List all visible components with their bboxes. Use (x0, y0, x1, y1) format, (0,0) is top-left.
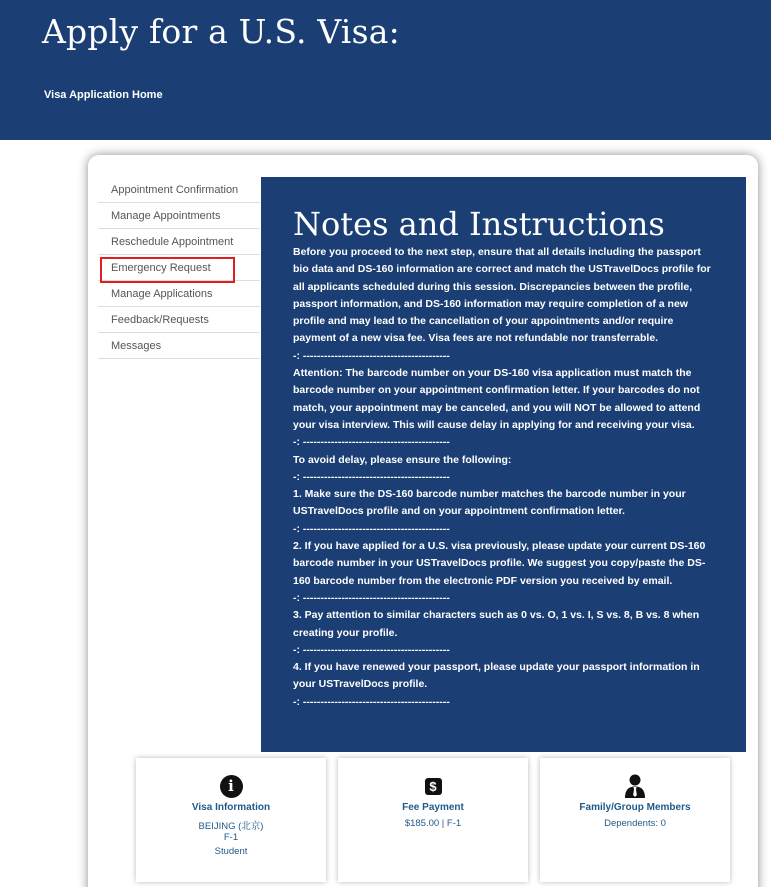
dependents-count: Dependents: 0 (604, 818, 666, 829)
notes-paragraph: 2. If you have applied for a U.S. visa previously, please update your current DS-160 barcode number in your USTravelDocs profile. We suggest you copy/paste the DS-160 barcode number from the electronic PDF version you received by email. (293, 540, 706, 587)
sidebar-item-reschedule-appointment[interactable]: Reschedule Appointment (98, 229, 260, 255)
user-tie-icon (623, 774, 647, 798)
visa-category: Student (214, 846, 248, 857)
visa-post: BEIJING (北京) (198, 821, 264, 832)
notes-panel (261, 177, 746, 752)
notes-paragraph: 1. Make sure the DS-160 barcode number matches the barcode number in your USTravelDocs profile and on your appointment confirmation letter. (293, 488, 686, 518)
visa-information-title[interactable]: Visa Information (191, 802, 271, 813)
notes-separator: -: ------------------------------------------ (293, 695, 450, 708)
sidebar-item-appointment-confirmation[interactable]: Appointment Confirmation (98, 177, 260, 203)
dollar-icon: $ (421, 774, 445, 798)
visa-class: F-1 (223, 832, 239, 843)
notes-separator: -: ------------------------------------------ (293, 436, 450, 449)
notes-paragraph: 3. Pay attention to similar characters such as 0 vs. O, 1 vs. I, S vs. 8, B vs. 8 when creating your profile. (293, 609, 700, 639)
sidebar-item-manage-appointments[interactable]: Manage Appointments (98, 203, 260, 229)
fee-payment-title[interactable]: Fee Payment (402, 802, 464, 813)
info-circle-icon: i (219, 774, 243, 798)
family-group-tile[interactable] (540, 758, 730, 882)
notes-paragraph: To avoid delay, please ensure the following: (293, 453, 512, 466)
notes-separator: -: ------------------------------------------ (293, 591, 450, 604)
notes-separator: -: ------------------------------------------ (293, 470, 450, 483)
fee-payment-tile[interactable] (338, 758, 528, 882)
sidebar-nav (98, 177, 260, 359)
sidebar-item-emergency-request[interactable]: Emergency Request (98, 255, 260, 281)
page-header (0, 0, 771, 140)
page-title: Apply for a U.S. Visa: (42, 12, 400, 51)
family-group-title[interactable]: Family/Group Members (579, 802, 691, 813)
notes-title: Notes and Instructions (293, 205, 665, 243)
sidebar-item-manage-applications[interactable]: Manage Applications (98, 281, 260, 307)
fee-payment-detail: $185.00 | F-1 (404, 818, 462, 829)
sidebar-item-feedback-requests[interactable]: Feedback/Requests (98, 307, 260, 333)
notes-separator: -: ------------------------------------------ (293, 349, 450, 362)
sidebar-item-messages[interactable]: Messages (98, 333, 260, 359)
notes-paragraph: Before you proceed to the next step, ensure that all details including the passport bio data and DS-160 information are correct and match the USTravelDocs profile for all applicants scheduled during this session. Discrepancies between the profile, passport information, and DS-160 information may require completion of a new profile and may lead to the cancellation of your appointments and/or require payment of a new visa fee. Visa fees are not refundable nor transferrable. (293, 246, 711, 345)
notes-paragraph: Attention: The barcode number on your DS-160 visa application must match the barcode number on your appointment confirmation letter. If your barcodes do not match, your appointment may be canceled, and you will NOT be allowed to attend your visa interview. This will cause delay in applying for and receiving your visa. (293, 367, 701, 431)
notes-paragraph: 4. If you have renewed your passport, please update your passport information in your USTravelDocs profile. (293, 661, 700, 691)
notes-separator: -: ------------------------------------------ (293, 522, 450, 535)
notes-separator: -: ------------------------------------------ (293, 643, 450, 656)
visa-application-home-link[interactable]: Visa Application Home (44, 89, 163, 101)
visa-information-tile[interactable] (136, 758, 326, 882)
